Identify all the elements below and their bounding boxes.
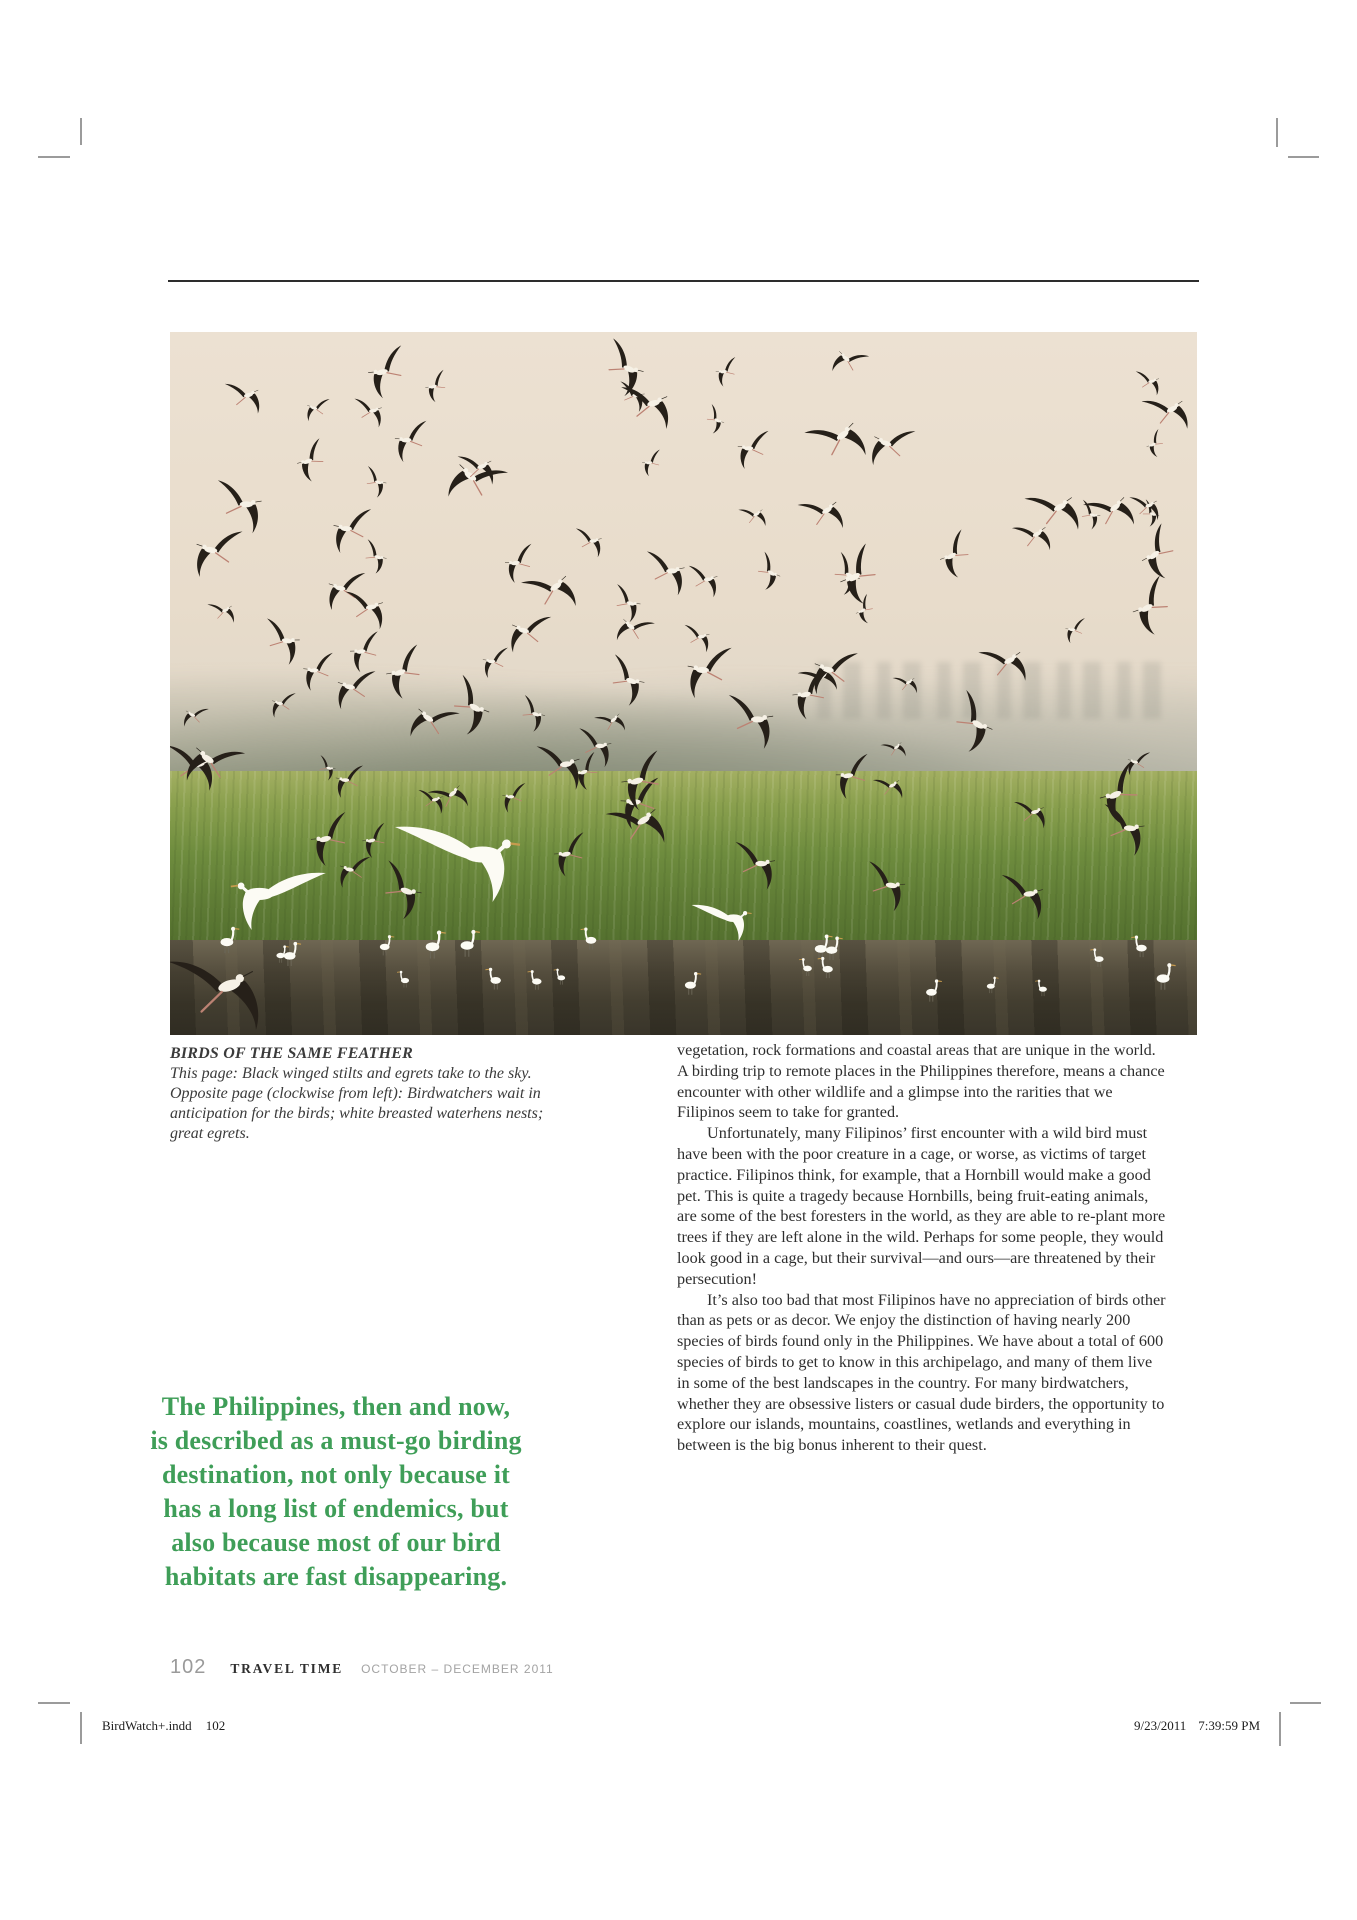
pull-quote-line: destination, not only because it [161,1460,511,1489]
crop-mark-bottom-right-h [1290,1702,1321,1704]
print-slug-filename [102,1718,225,1734]
caption-title: BIRDS OF THE SAME FEATHER [170,1045,414,1062]
pull-quote-line: also because most of our bird [171,1528,501,1557]
article-paragraph: Unfortunately, many Filipinos’ first encounter with a wild bird must have been with the poor creature in a cage, or worse, as victims of target practice. Filipinos think, for example, that a Hornbill would make a good pet. This is quite a tragedy because Hornbills, being fruit-eating animals, are some of the best foresters in the world, as they are able to re-plant more trees if they are left alone in the wild. Perhaps for some people, they would look good in a cage, but their survival—and ours—are threatened by their persecution! [677,1124,1166,1288]
photo-caption [170,1044,600,1144]
page-footer [170,1656,770,1679]
header-rule [168,280,1199,282]
slug-date: 9/23/2011 [1133,1718,1187,1733]
page-number: 102 [170,1656,207,1678]
caption-line: anticipation for the birds; white breasted waterhens nests; [170,1105,544,1122]
crop-mark-top-left-v [80,118,82,145]
slug-time: 7:39:59 PM [1198,1718,1260,1733]
article-paragraph: It’s also too bad that most Filipinos have no appreciation of birds other than as pets or as decor. We enjoy the distinction of having nearly 200 species of birds found only in the Philippines. We have about a total of 600 species of birds to get to know in this archipelago, and many of them live in some of the best landscapes in the country. For many birdwatchers, whether they are obsessive listers or casual dude birders, the opportunity to explore our islands, mountains, coastlines, wetlands and everything in between is the big bonus inherent to their quest. [677,1290,1166,1455]
pull-quote-line: has a long list of endemics, but [163,1494,509,1523]
article-photo [170,332,1197,1035]
pull-quote-line: The Philippines, then and now, [161,1392,511,1421]
crop-mark-bottom-left-h [38,1702,70,1704]
print-slug-timestamp [1134,1718,1260,1734]
issue-dates: OCTOBER – DECEMBER 2011 [361,1662,554,1676]
slug-file-page: 102 [205,1718,226,1733]
caption-line: great egrets. [170,1125,250,1142]
crop-mark-top-right-h [1288,156,1319,158]
caption-line: This page: Black winged stilts and egrets take to the sky. [170,1065,532,1082]
pull-quote-line: habitats are fast disappearing. [164,1562,508,1591]
article-paragraph: vegetation, rock formations and coastal areas that are unique in the world. A birding trip to remote places in the Philippines therefore, means a chance encounter with other wildlife and a glimpse into the rarities that we Filipinos seem to take for granted. [677,1041,1165,1122]
bird-flock-graphic [170,332,1197,1035]
article-text [677,1040,1167,1456]
crop-mark-bottom-right-v [1279,1712,1281,1746]
slug-filename: BirdWatch+.indd [102,1718,192,1733]
caption-line: Opposite page (clockwise from left): Birdwatchers wait in [170,1085,541,1102]
magazine-title: TRAVEL TIME [230,1661,344,1676]
crop-mark-top-right-v [1276,118,1278,147]
crop-mark-bottom-left-v [80,1712,82,1744]
crop-mark-top-left-h [38,156,70,158]
pull-quote-line: is described as a must-go birding [150,1426,522,1455]
pull-quote [118,1390,554,1594]
